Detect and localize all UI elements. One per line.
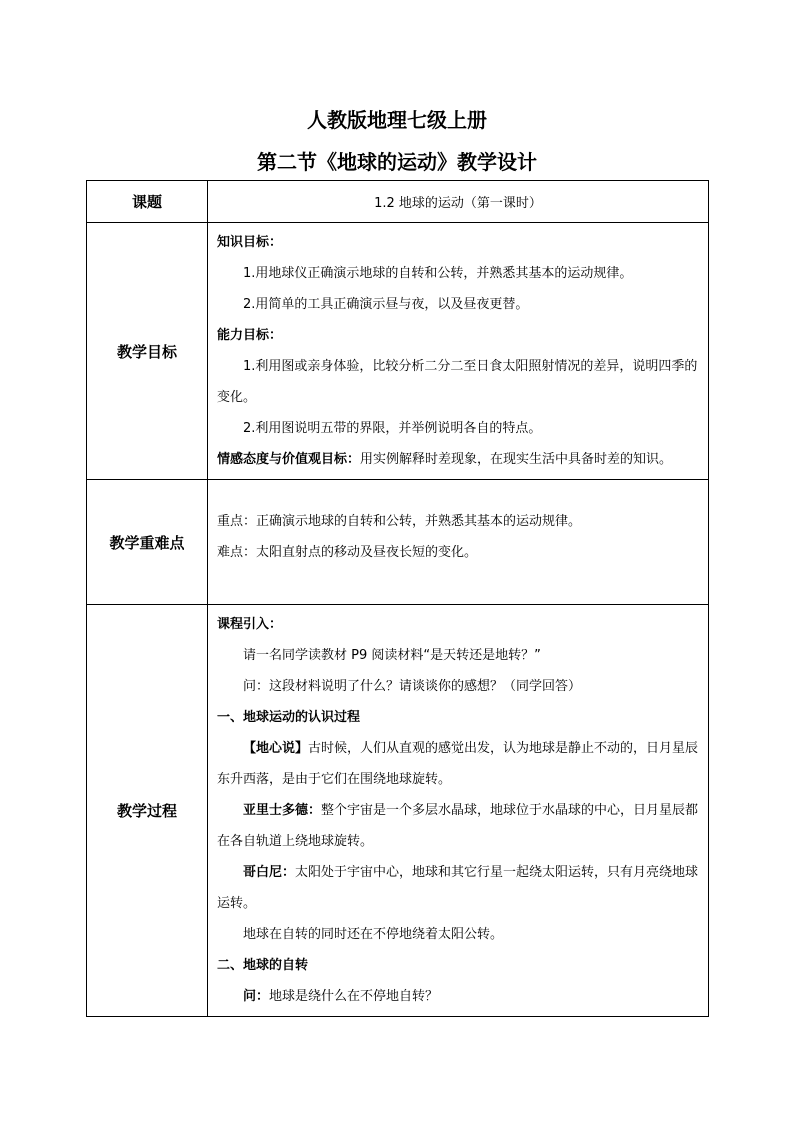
lesson-plan-table [86, 180, 709, 1017]
aristotle-text: 整个宇宙是一个多层水晶球，地球位于水晶球的中心，日月星辰都在各自轨道上绕地球旋转。 [217, 803, 699, 849]
section-2-heading: 二、地球的自转 [217, 958, 309, 973]
revolution-paragraph: 地球在自转的同时还在不停地绕着太阳公转。 [243, 927, 504, 942]
intro-heading: 课程引入： [217, 617, 283, 632]
ability-heading: 能力目标： [217, 328, 283, 343]
question-text: 地球是绕什么在不停地自转？ [269, 989, 439, 1004]
section-1-heading: 一、地球运动的认识过程 [217, 710, 361, 725]
topic-label: 课题 [87, 181, 208, 223]
goals-label: 教学目标 [87, 223, 208, 480]
ability-item-2: 2.利用图说明五带的界限，并举例说明各自的特点。 [243, 421, 542, 436]
aristotle-paragraph [217, 795, 702, 857]
key-point: 重点：正确演示地球的自转和公转，并熟悉其基本的运动规律。 [217, 514, 582, 529]
ability-item-1: 1.利用图或亲身体验，比较分析二分二至日食太阳照射情况的差异，说明四季的变化。 [217, 359, 698, 405]
process-label: 教学过程 [87, 605, 208, 1017]
keypoints-content [208, 480, 709, 605]
rotation-question [217, 981, 702, 1012]
topic-value: 1.2 地球的运动（第一课时） [208, 181, 709, 223]
table-row-goals [87, 223, 709, 480]
knowledge-heading: 知识目标： [217, 235, 283, 250]
emotion-goal [217, 444, 702, 475]
aristotle-term: 亚里士多德： [243, 803, 322, 818]
copernicus-term: 哥白尼： [243, 865, 296, 880]
document-subtitle: 第二节《地球的运动》教学设计 [257, 150, 537, 174]
document-title: 人教版地理七级上册 [307, 108, 487, 132]
emotion-heading: 情感态度与价值观目标： [217, 452, 361, 467]
intro-line-2: 问：这段材料说明了什么？请谈谈你的感想？（同学回答） [243, 679, 582, 694]
copernicus-text: 太阳处于宇宙中心，地球和其它行星一起绕太阳运转，只有月亮绕地球运转。 [217, 865, 699, 911]
knowledge-item-1: 1.用地球仪正确演示地球的自转和公转，并熟悉其基本的运动规律。 [243, 266, 633, 281]
geocentric-text: 古时候，人们从直观的感觉出发，认为地球是静止不动的，日月星辰东升西落，是由于它们在围绕地球旋转。 [217, 741, 699, 787]
emotion-text: 用实例解释时差现象，在现实生活中具备时差的知识。 [360, 452, 673, 467]
goals-content [208, 223, 709, 480]
process-content [208, 605, 709, 1017]
geocentric-paragraph [217, 733, 702, 795]
table-row-process [87, 605, 709, 1017]
geocentric-term: 【地心说】 [243, 741, 309, 756]
table-row-keypoints [87, 480, 709, 605]
copernicus-paragraph [217, 857, 702, 919]
intro-line-1: 请一名同学读教材 P9 阅读材料“是天转还是地转？” [243, 648, 541, 663]
difficult-point: 难点：太阳直射点的移动及昼夜长短的变化。 [217, 545, 478, 560]
question-term: 问： [243, 989, 270, 1004]
table-row-topic [87, 181, 709, 223]
keypoints-label: 教学重难点 [87, 480, 208, 605]
knowledge-item-2: 2.用简单的工具正确演示昼与夜，以及昼夜更替。 [243, 297, 529, 312]
